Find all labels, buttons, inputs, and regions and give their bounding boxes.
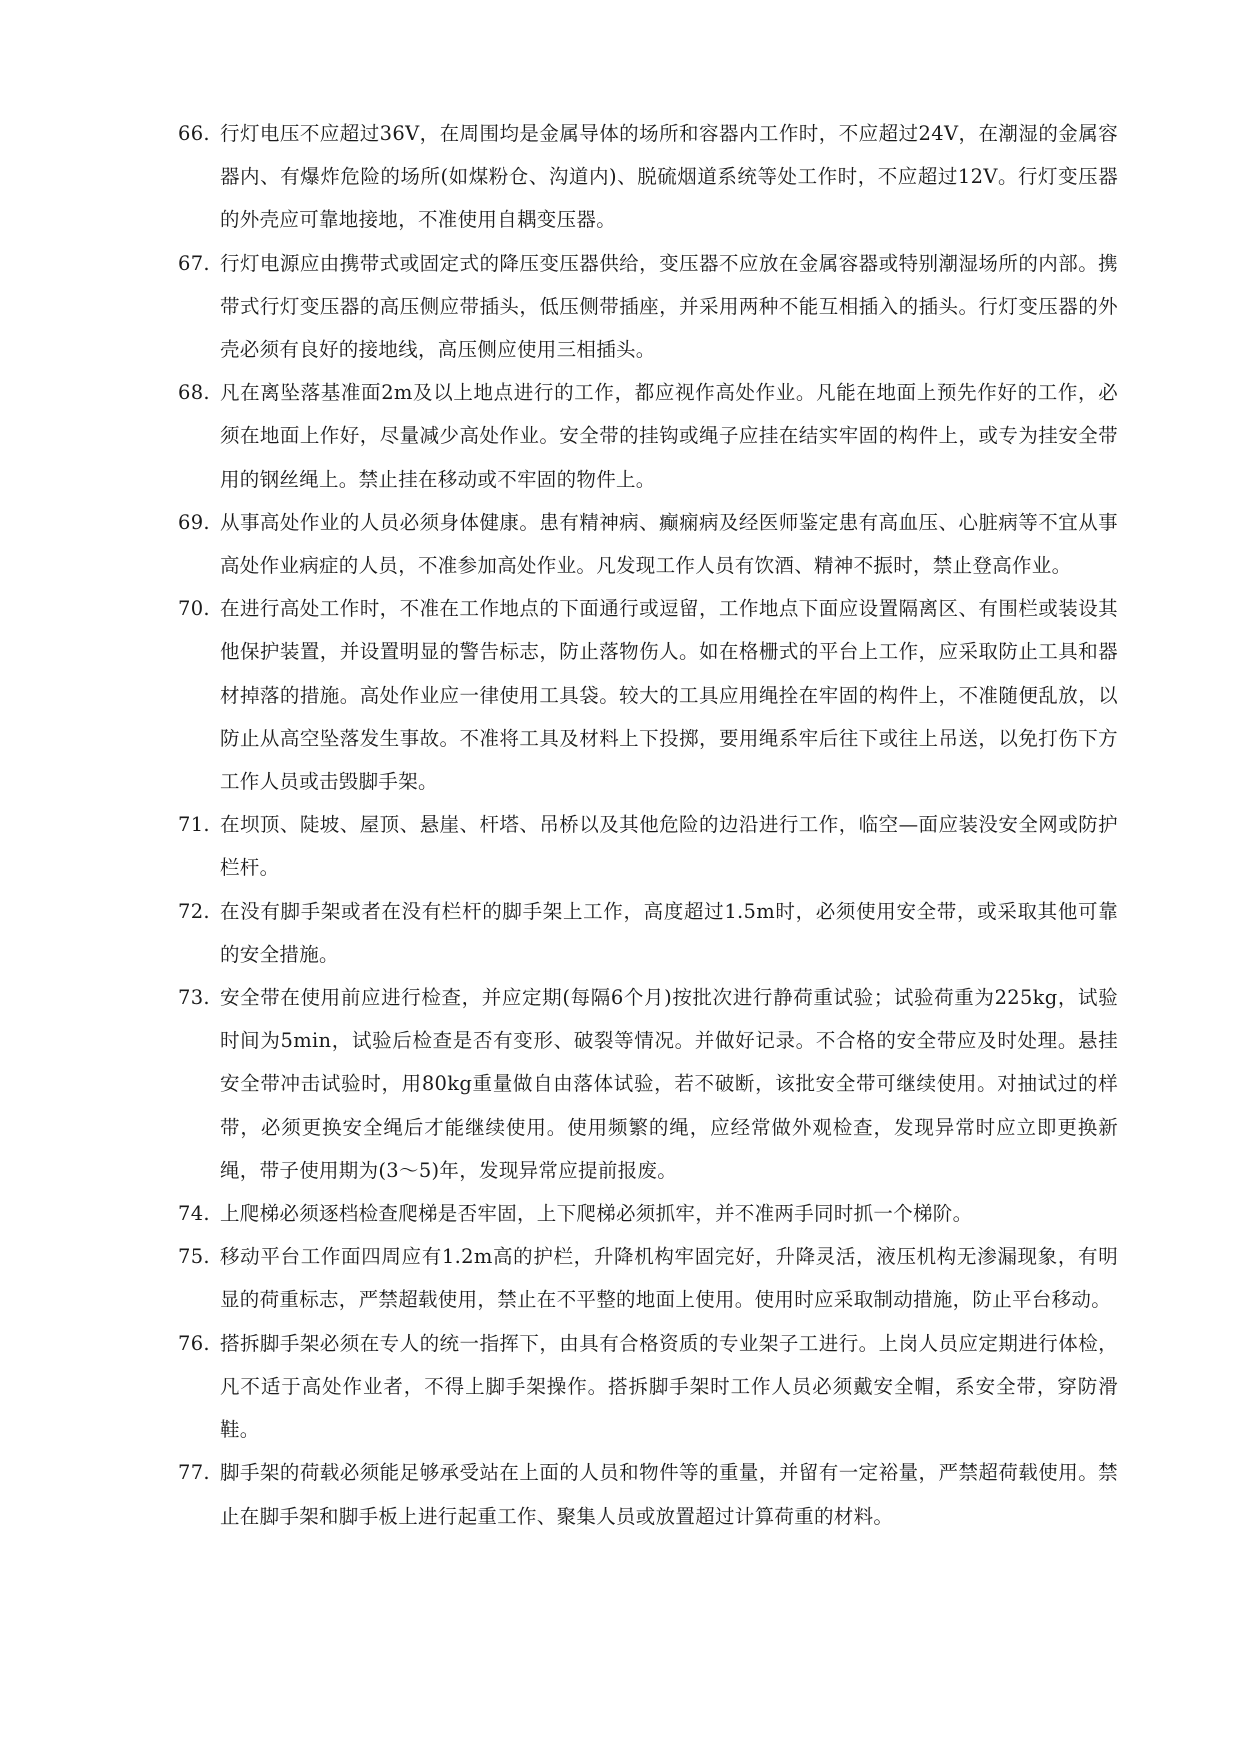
rule-text: 上爬梯必须逐档检查爬梯是否牢固，上下爬梯必须抓牢，并不准两手同时抓一个梯阶。: [220, 1202, 973, 1226]
rule-text: 安全带在使用前应进行检查，并应定期(每隔6个月)按批次进行静荷重试验；试验荷重为225kg，试验时间为5min，试验后检查是否有变形、破裂等情况。并做好记录。不合格的安全带应及时处理。悬挂安全带冲击试验时，用80kg重量做自由落体试验，若不破断，该批安全带可继续使用。对抽试过的样带，必须更换安全绳后才能继续使用。使用频繁的绳，应经常做外观检查，发现异常时应立即更换新绳，带子使用期为(3～5)年，发现异常应提前报废。: [220, 986, 1118, 1182]
rule-text: 行灯电源应由携带式或固定式的降压变压器供给，变压器不应放在金属容器或特别潮湿场所的内部。携带式行灯变压器的高压侧应带插头，低压侧带插座，并采用两种不能互相插入的插头。行灯变压器的外壳必须有良好的接地线，高压侧应使用三相插头。: [220, 251, 1118, 362]
rule-number: 67.: [178, 251, 210, 275]
rule-number: 75.: [178, 1245, 210, 1269]
rule-item-75: [178, 1235, 1118, 1321]
rule-item-71: [178, 803, 1118, 889]
rule-item-74: [178, 1192, 1118, 1235]
rule-item-66: [178, 112, 1118, 242]
rule-number: 66.: [178, 122, 210, 145]
rule-item-70: [178, 587, 1118, 803]
rule-item-76: [178, 1322, 1118, 1452]
rule-text: 行灯电压不应超过36V，在周围均是金属导体的场所和容器内工作时，不应超过24V，在潮湿的金属容器内、有爆炸危险的场所(如煤粉仓、沟道内)、脱硫烟道系统等处工作时，不应超过12V。行灯变压器的外壳应可靠地接地，不准使用自耦变压器。: [220, 122, 1118, 232]
rule-item-73: [178, 976, 1118, 1192]
rule-text: 从事高处作业的人员必须身体健康。患有精神病、癫痫病及经医师鉴定患有高血压、心脏病等不宜从事高处作业病症的人员，不准参加高处作业。凡发现工作人员有饮酒、精神不振时，禁止登高作业。: [220, 510, 1118, 578]
rule-number: 71.: [178, 813, 210, 837]
rule-number: 68.: [178, 381, 210, 405]
rule-item-69: [178, 501, 1118, 587]
rule-text: 搭拆脚手架必须在专人的统一指挥下，由具有合格资质的专业架子工进行。上岗人员应定期进行体检，凡不适于高处作业者，不得上脚手架操作。搭拆脚手架时工作人员必须戴安全帽，系安全带，穿防滑鞋。: [220, 1331, 1118, 1442]
rule-text: 在坝顶、陡坡、屋顶、悬崖、杆塔、吊桥以及其他危险的边沿进行工作，临空—面应装没安全网或防护栏杆。: [220, 813, 1118, 880]
rule-item-67: [178, 242, 1118, 372]
rule-item-77: [178, 1451, 1118, 1537]
safety-rule-list: [178, 112, 1118, 1538]
rule-number: 73.: [178, 986, 210, 1010]
rule-item-68: [178, 371, 1118, 501]
rule-number: 72.: [178, 899, 210, 923]
rule-number: 70.: [178, 597, 210, 621]
rule-number: 74.: [178, 1202, 210, 1226]
rule-number: 69.: [178, 510, 210, 534]
rule-text: 在没有脚手架或者在没有栏杆的脚手架上工作，高度超过1.5m时，必须使用安全带，或采取其他可靠的安全措施。: [220, 899, 1118, 966]
rule-text: 在进行高处工作时，不准在工作地点的下面通行或逗留，工作地点下面应设置隔离区、有围栏或装设其他保护装置，并设置明显的警告标志，防止落物伤人。如在格栅式的平台上工作，应采取防止工具和器材掉落的措施。高处作业应一律使用工具袋。较大的工具应用绳拴在牢固的构件上，不准随便乱放，以防止从高空坠落发生事故。不准将工具及材料上下投掷，要用绳系牢后往下或往上吊送，以免打伤下方工作人员或击毁脚手架。: [220, 597, 1118, 794]
rule-text: 移动平台工作面四周应有1.2m高的护栏，升降机构牢固完好，升降灵活，液压机构无渗漏现象，有明显的荷重标志，严禁超载使用，禁止在不平整的地面上使用。使用时应采取制动措施，防止平台移动。: [220, 1245, 1118, 1312]
rule-text: 凡在离坠落基准面2m及以上地点进行的工作，都应视作高处作业。凡能在地面上预先作好的工作，必须在地面上作好，尽量减少高处作业。安全带的挂钩或绳子应挂在结实牢固的构件上，或专为挂安全带用的钢丝绳上。禁止挂在移动或不牢固的物件上。: [220, 381, 1118, 491]
rule-number: 76.: [178, 1331, 210, 1355]
rule-item-72: [178, 890, 1118, 976]
rule-text: 脚手架的荷载必须能足够承受站在上面的人员和物件等的重量，并留有一定裕量，严禁超荷载使用。禁止在脚手架和脚手板上进行起重工作、聚集人员或放置超过计算荷重的材料。: [220, 1461, 1118, 1528]
rule-number: 77.: [178, 1461, 210, 1485]
